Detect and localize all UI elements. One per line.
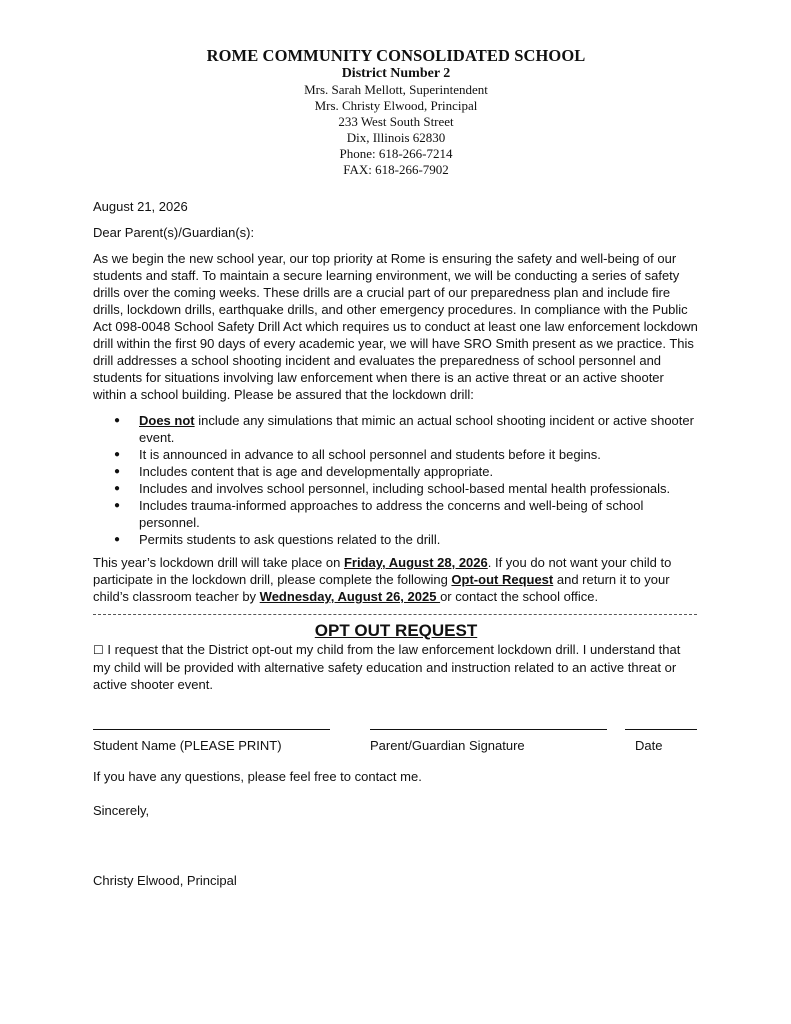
superintendent-line: Mrs. Sarah Mellott, Superintendent (304, 82, 488, 97)
drill-text-2: . If you do not want your child to participate in the lockdown drill, please complete the following (93, 555, 672, 587)
signature-row (93, 717, 699, 751)
closing-sincerely: Sincerely, (93, 803, 150, 818)
opt-out-statement-text: I request that the District opt-out my child from the law enforcement lockdown drill. I understand that my child will be provided with alternative safety education and instruction related to an active threat or active shooter event. (93, 642, 681, 692)
bullet-text: include any simulations that mimic an actual school shooting incident or active shooter event. (139, 413, 694, 445)
principal-line: Mrs. Christy Elwood, Principal (314, 98, 478, 113)
letter-date: August 21, 2026 (93, 199, 188, 214)
student-name-label: Student Name (PLEASE PRINT) (93, 738, 282, 753)
cut-line-divider (93, 606, 697, 615)
fax-number: FAX: 618-266-7902 (343, 162, 449, 177)
drill-date: Friday, August 28, 2026 (343, 555, 488, 570)
drill-text-3: and return it to your child’s classroom teacher by (93, 572, 670, 604)
parent-signature-label: Parent/Guardian Signature (370, 738, 525, 753)
date-line[interactable] (625, 729, 697, 730)
street-address: 233 West South Street (338, 114, 454, 129)
opt-out-statement (93, 641, 699, 693)
city-state-zip: Dix, Illinois 62830 (346, 130, 446, 145)
letterhead (93, 46, 699, 178)
parent-signature-line[interactable] (370, 729, 607, 730)
district-number: District Number 2 (341, 66, 451, 81)
signoff-name: Christy Elwood, Principal (93, 873, 237, 888)
student-name-line[interactable] (93, 729, 330, 730)
list-item: ● Includes content that is age and developmentally appropriate. (93, 463, 699, 480)
list-item: ● Includes trauma-informed approaches to address the concerns and well-being of school personnel. (93, 497, 699, 531)
drill-assurances-list (93, 412, 699, 548)
date-label: Date (635, 738, 663, 753)
drill-date-paragraph (93, 554, 699, 605)
list-item (93, 412, 699, 446)
phone-number: Phone: 618-266-7214 (339, 146, 453, 161)
list-item: ● It is announced in advance to all school personnel and students before it begins. (93, 446, 699, 463)
salutation: Dear Parent(s)/Guardian(s): (93, 225, 255, 240)
intro-paragraph: As we begin the new school year, our top priority at Rome is ensuring the safety and well-being of our students and staff. To maintain a secure learning environment, we will be conducting a series of safety drills over the coming weeks. These drills are a crucial part of our preparedness plan and include fire drills, lockdown drills, earthquake drills, and other emergency procedures. In compliance with the Public Act 098-0048 School Safety Drill Act which requires us to conduct at least one law enforcement lockdown drill within the first 90 days of every academic year, we will have SRO Smith present as we practice. This drill addresses a school shooting incident and evaluates the preparedness of school personnel and students for situations involving law enforcement when there is an active threat or an active shooter within a school building. Please be assured that the lockdown drill: (93, 251, 698, 402)
letter-page (93, 0, 699, 889)
does-not-emphasis: Does not (139, 413, 195, 428)
school-name: ROME COMMUNITY CONSOLIDATED SCHOOL (206, 46, 586, 65)
drill-text-1: This year’s lockdown drill will take place on (93, 555, 344, 570)
opt-out-title: OPT OUT REQUEST (314, 621, 478, 640)
opt-out-request-reference: Opt-out Request (451, 572, 554, 587)
list-item: ● Includes and involves school personnel, including school-based mental health professionals. (93, 480, 699, 497)
drill-text-4: or contact the school office. (440, 589, 599, 604)
opt-out-checkbox[interactable]: ☐ (93, 643, 104, 657)
list-item: ● Permits students to ask questions related to the drill. (93, 531, 699, 548)
return-deadline: Wednesday, August 26, 2025 (259, 589, 441, 604)
questions-line: If you have any questions, please feel free to contact me. (93, 769, 422, 784)
